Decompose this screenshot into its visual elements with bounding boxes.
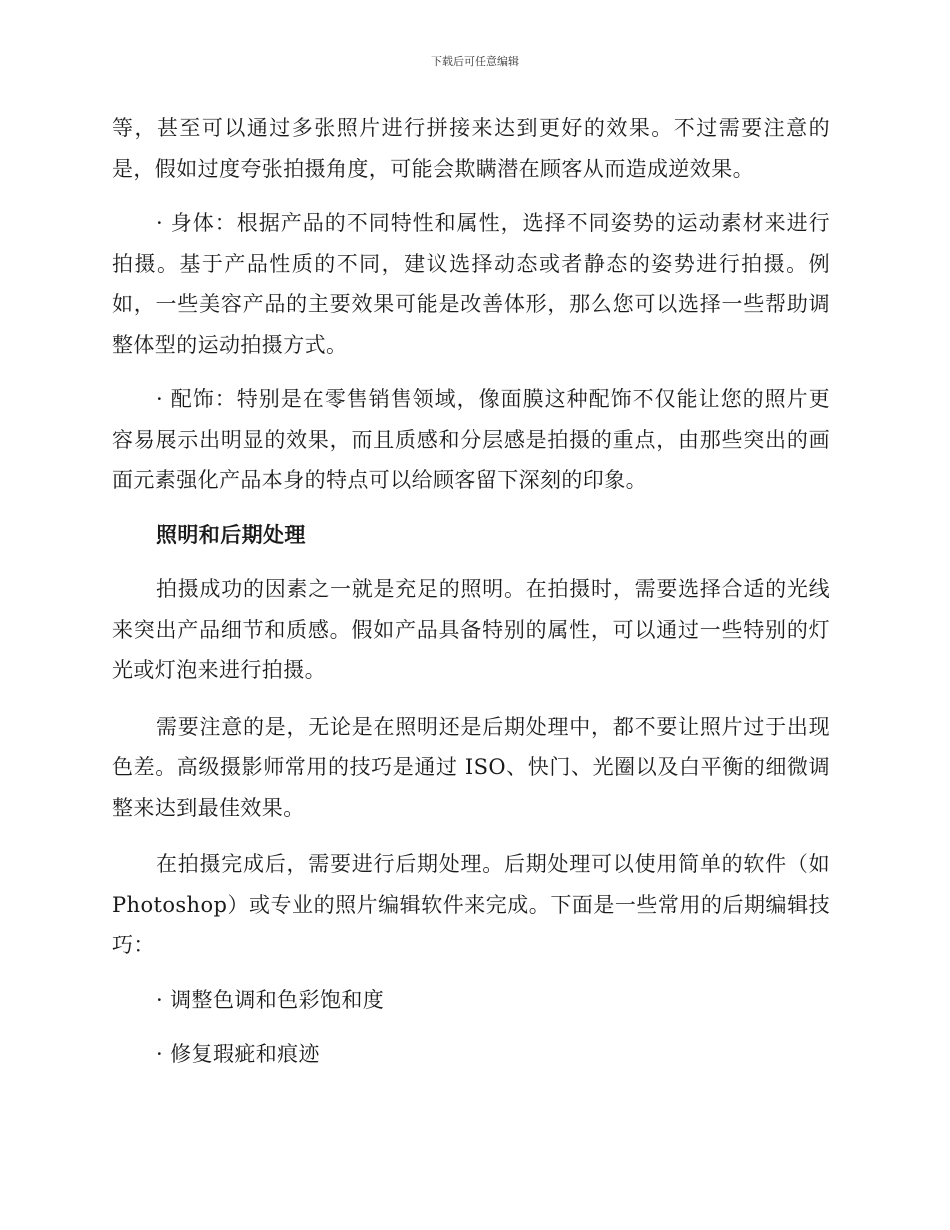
document-body [112, 108, 830, 1075]
bullet-item-repair: · 修复瑕疵和痕迹 [156, 1042, 320, 1066]
bullet-paragraph-body: · 身体：根据产品的不同特性和属性，选择不同姿势的运动素材来进行拍摄。基于产品性质的不同，建议选择动态或者静态的姿势进行拍摄。例如，一些美容产品的主要效果可能是改善体形，那么您可以选择一些帮助调整体型的运动拍摄方式。 [112, 211, 830, 357]
bullet-paragraph-accessories: · 配饰：特别是在零售销售领域，像面膜这种配饰不仅能让您的照片更容易展示出明显的效果，而且质感和分层感是拍摄的重点，由那些突出的画面元素强化产品本身的特点可以给顾客留下深刻的印象。 [112, 387, 830, 492]
paragraph-color-note: 需要注意的是，无论是在照明还是后期处理中，都不要让照片过于出现色差。高级摄影师常用的技巧是通过 ISO、快门、光圈以及白平衡的细微调整来达到最佳效果。 [112, 714, 830, 820]
paragraph-post-processing: 在拍摄完成后，需要进行后期处理。后期处理可以使用简单的软件（如 Photoshop）或专业的照片编辑软件来完成。下面是一些常用的后期编辑技巧： [112, 852, 830, 957]
paragraph-continuation: 等，甚至可以通过多张照片进行拼接来达到更好的效果。不过需要注意的是，假如过度夸张拍摄角度，可能会欺瞒潜在顾客从而造成逆效果。 [112, 116, 830, 181]
paragraph-lighting: 拍摄成功的因素之一就是充足的照明。在拍摄时，需要选择合适的光线来突出产品细节和质感。假如产品具备特别的属性，可以通过一些特别的灯光或灯泡来进行拍摄。 [112, 577, 830, 682]
page-header: 下载后可任意编辑 [431, 55, 519, 68]
bullet-item-color: · 调整色调和色彩饱和度 [156, 987, 385, 1012]
section-heading: 照明和后期处理 [156, 521, 306, 547]
